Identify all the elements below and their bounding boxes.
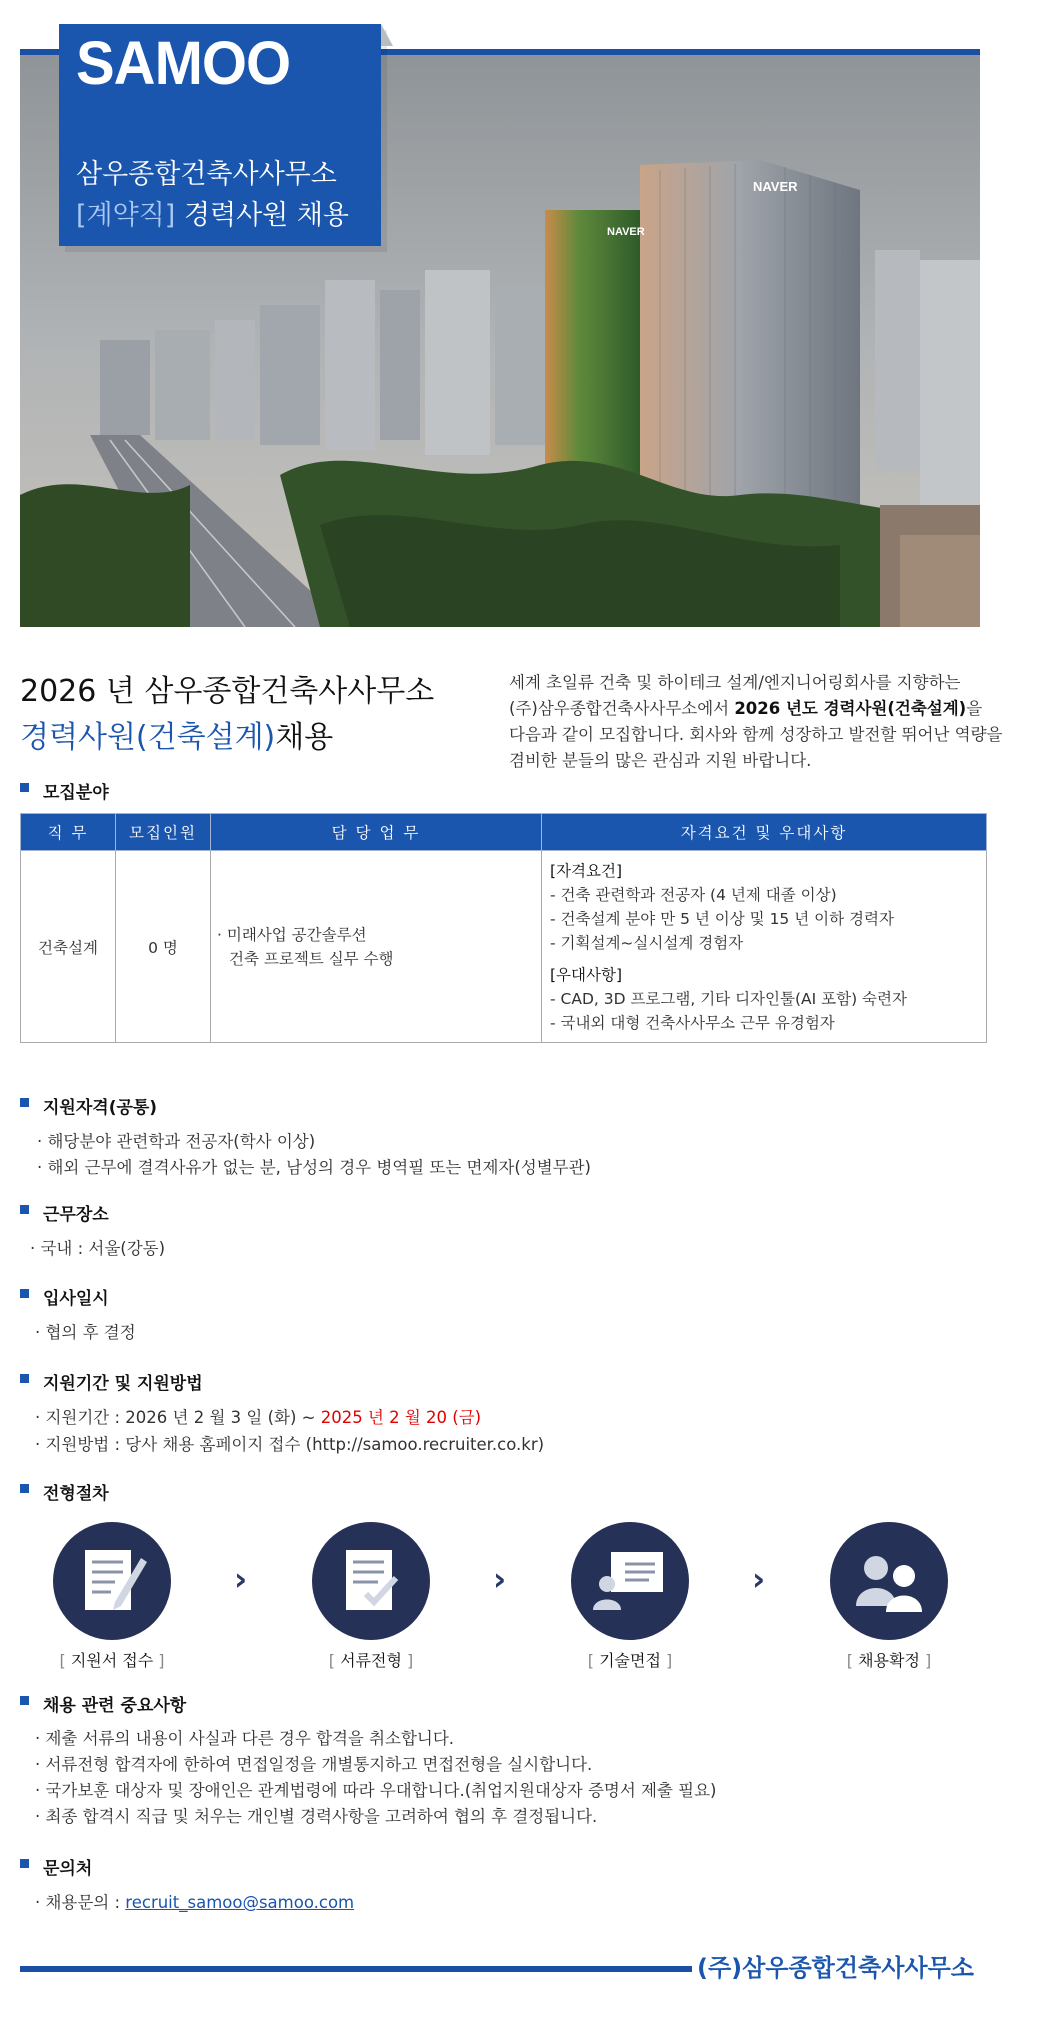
intro-title-rest: 채용	[275, 720, 334, 755]
bracket-open: [	[846, 1651, 859, 1670]
col-header-count: 모집인원	[116, 814, 211, 851]
samoo-logo: SAMOO	[76, 29, 291, 98]
qual-heading: [자격요건]	[550, 861, 622, 880]
intro-body-2b: 2026 년도 경력사원(건축설계)	[734, 699, 967, 718]
intro-paragraph	[509, 670, 1019, 774]
bullet-square-icon	[20, 1859, 29, 1868]
pref-line-2: - 국내외 대형 건축사사무소 근무 유경험자	[550, 1013, 835, 1032]
qual-line-1: - 건축 관련학과 전공자 (4 년제 대졸 이상)	[550, 885, 837, 904]
step-label-screening	[281, 1648, 461, 1671]
presentation-icon	[571, 1522, 689, 1640]
contact-prefix: · 채용문의 :	[35, 1893, 126, 1912]
hero-job-title	[76, 193, 349, 232]
step-label-hired	[799, 1648, 979, 1671]
intro-title-line2	[20, 712, 333, 756]
intro-body-line3: 다음과 같이 모집합니다. 회사와 함께 성장하고 발전할 뛰어난 역량을	[509, 725, 1003, 744]
bullet-square-icon	[20, 1374, 29, 1383]
col-header-job: 직 무	[21, 814, 116, 851]
hero-contract-tag: [계약직]	[76, 200, 176, 231]
step-interview-icon	[571, 1522, 689, 1640]
notes-item-3: · 국가보훈 대상자 및 장애인은 관계법령에 따라 우대합니다.(취업지원대상자 증명서 제출 필요)	[35, 1781, 717, 1800]
bullet-square-icon	[20, 783, 29, 792]
step-screening-icon	[312, 1522, 430, 1640]
contact-heading-text: 문의처	[43, 1859, 93, 1879]
cell-qualification	[542, 851, 987, 1043]
qual-line-3: - 기획설계~실시설계 경험자	[550, 933, 744, 952]
eligibility-item-1: · 해당분야 관련학과 전공자(학사 이상)	[37, 1132, 316, 1151]
duty-line-2: 건축 프로젝트 실무 수행	[229, 949, 394, 968]
document-check-icon	[312, 1522, 430, 1640]
intro-body-line4: 겸비한 분들의 많은 관심과 지원 바랍니다.	[509, 751, 812, 770]
process-heading	[20, 1479, 109, 1504]
workplace-item-1: · 국내 : 서울(강동)	[30, 1239, 166, 1258]
duty-line-1: · 미래사업 공간솔루션	[217, 925, 367, 944]
step-name-4: 채용확정	[858, 1651, 920, 1670]
bracket-close: ]	[660, 1651, 673, 1670]
footer-line	[20, 1966, 692, 1972]
apply-period-prefix: · 지원기간 : 2026 년 2 월 3 일 (화) ~	[35, 1408, 321, 1427]
title-box-fold	[381, 24, 393, 46]
contact-heading	[20, 1854, 92, 1879]
step-name-1: 지원서 접수	[70, 1651, 154, 1670]
step-label-interview	[540, 1648, 720, 1671]
bracket-close: ]	[153, 1651, 165, 1670]
notes-item-4: · 최종 합격시 직급 및 처우는 개인별 경력사항을 고려하여 협의 후 결정됩니다.	[35, 1807, 598, 1826]
process-heading-text: 전형절차	[43, 1484, 109, 1504]
step-name-2: 서류전형	[340, 1651, 402, 1670]
bracket-close: ]	[919, 1651, 932, 1670]
intro-title-accent: 경력사원(건축설계)	[20, 720, 276, 755]
bracket-close: ]	[401, 1651, 414, 1670]
col-header-duty: 담 당 업 무	[211, 814, 542, 851]
eligibility-item-2: · 해외 근무에 결격사유가 없는 분, 남성의 경우 병역필 또는 면제자(성별무관)	[37, 1158, 591, 1177]
chevron-right-icon: ›	[234, 1560, 248, 1598]
intro-body-2a: (주)삼우종합건축사사무소에서	[509, 699, 735, 718]
cell-duty	[211, 851, 542, 1043]
contact-line	[35, 1889, 354, 1913]
notes-item-2: · 서류전형 합격자에 한하여 면접일정을 개별통지하고 면접전형을 실시합니다.	[35, 1755, 593, 1774]
bracket-open: [	[328, 1651, 341, 1670]
apply-period-end: 2025 년 2 월 20 (금)	[320, 1408, 482, 1427]
hero-company-name: 삼우종합건축사사무소	[76, 159, 337, 190]
tower-sign-1: NAVER	[753, 179, 798, 194]
bullet-square-icon	[20, 1289, 29, 1298]
eligibility-heading	[20, 1093, 157, 1118]
bullet-square-icon	[20, 1098, 29, 1107]
workplace-heading	[20, 1200, 109, 1225]
qual-line-2: - 건축설계 분야 만 5 년 이상 및 15 년 이하 경력자	[550, 909, 894, 928]
pref-heading: [우대사항]	[550, 965, 622, 984]
bracket-open: [	[587, 1651, 600, 1670]
chevron-right-icon: ›	[493, 1560, 507, 1598]
recruit-heading-text: 모집분야	[43, 783, 109, 803]
bullet-square-icon	[20, 1696, 29, 1705]
intro-title-line1: 2026 년 삼우종합건축사사무소	[20, 674, 435, 709]
apply-method: · 지원방법 : 당사 채용 홈페이지 접수 (http://samoo.recruiter.co.kr)	[35, 1435, 545, 1454]
notes-heading-text: 채용 관련 중요사항	[43, 1696, 187, 1716]
document-pen-icon	[53, 1522, 171, 1640]
workplace-heading-text: 근무장소	[43, 1205, 109, 1225]
step-application-icon	[53, 1522, 171, 1640]
start-heading	[20, 1284, 109, 1309]
apply-period	[35, 1404, 481, 1428]
start-heading-text: 입사일시	[43, 1289, 109, 1309]
apply-heading	[20, 1369, 203, 1394]
start-item-1: · 협의 후 결정	[35, 1323, 136, 1342]
table-row	[21, 851, 987, 1043]
intro-body-2c: 을	[966, 699, 983, 718]
bullet-square-icon	[20, 1205, 29, 1214]
recruit-table	[20, 813, 987, 1043]
tower-sign-2: NAVER	[607, 226, 645, 238]
bullet-square-icon	[20, 1484, 29, 1493]
hero-job-text: 경력사원 채용	[175, 200, 349, 231]
step-name-3: 기술면접	[599, 1651, 661, 1670]
step-label-application	[22, 1648, 202, 1671]
table-header-row	[21, 814, 987, 851]
bracket-open: [	[59, 1651, 71, 1670]
contact-email-link[interactable]: recruit_samoo@samoo.com	[125, 1893, 355, 1912]
cell-count: 0 명	[116, 851, 211, 1043]
recruit-heading	[20, 778, 109, 803]
apply-heading-text: 지원기간 및 지원방법	[43, 1374, 203, 1394]
footer-company-name: (주)삼우종합건축사사무소	[697, 1954, 974, 1982]
col-header-qualification: 자격요건 및 우대사항	[542, 814, 987, 851]
pref-line-1: - CAD, 3D 프로그램, 기타 디자인툴(AI 포함) 숙련자	[550, 989, 907, 1008]
people-icon	[830, 1522, 948, 1640]
eligibility-heading-text: 지원자격(공통)	[43, 1098, 158, 1118]
intro-body-line2	[509, 696, 1019, 722]
intro-body-line1: 세계 초일류 건축 및 하이테크 설계/엔지니어링회사를 지향하는	[509, 673, 961, 692]
cell-job: 건축설계	[21, 851, 116, 1043]
notes-item-1: · 제출 서류의 내용이 사실과 다른 경우 합격을 취소합니다.	[35, 1729, 455, 1748]
step-hired-icon	[830, 1522, 948, 1640]
notes-heading	[20, 1691, 186, 1716]
chevron-right-icon: ›	[752, 1560, 766, 1598]
